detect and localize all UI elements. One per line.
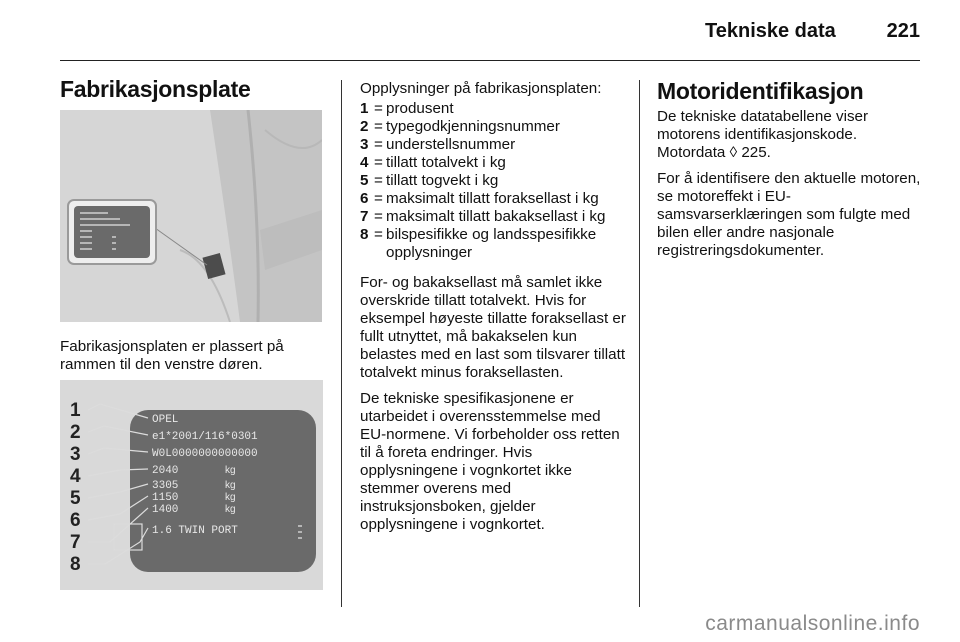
axle-load-text [360,274,626,542]
engine-id-text [657,108,921,268]
plate-line-front-axle: 1150 [152,492,179,504]
list-item: 7 = maksimalt tillatt bakaksellast i kg [360,208,606,225]
list-item: 4 = tillatt totalvekt i kg [360,154,506,171]
section-heading-motoridentifikasjon: Motoridentifikasjon [657,78,864,104]
engine-id-paragraph-2: For å identifisere den aktuelle motoren, se motoreffekt i EU-samsvarserklæringen som fulgte med bilen eller andre nasjonale registreringsdokumenter. [657,170,921,259]
plate-line-gross-weight: 2040 [152,465,179,477]
plate-number-3: 3 [70,444,81,465]
list-item: 5 = tillatt togvekt i kg [360,172,499,189]
plate-unit-3: kg [225,492,236,503]
plate-number-1: 1 [70,400,81,421]
axle-load-paragraph: For- og bakaksellast må samlet ikke overskride tillatt totalvekt. Hvis for eksempel høyeste tillatte foraksellast er fullt utnyttet, må bakakselen kun belastes med en last som tilsvarer tillatt totalvekt minus foraksellasten. [360,274,626,381]
list-item: 3 = understellsnummer [360,136,516,153]
section-heading-fabrikasjonsplate: Fabrikasjonsplate [60,76,251,102]
plate-unit-2: kg [225,480,236,491]
page-number: 221 [886,20,920,42]
plate-number-7: 7 [70,532,81,553]
plate-number-4: 4 [70,466,81,487]
specifications-paragraph: De tekniske spesifikasjonene er utarbeidet i overensstemmelse med EU-normene. Vi forbeholder oss retten til å foreta endringer. Hvis opplysningene i vognkortet ikke stemmer overens med instruksjonsboken, gjelder opplysningene i vognkortet. [360,390,620,533]
list-item: 1 = produsent [360,100,454,117]
plate-diagram [60,380,323,590]
watermark: carmanualsonline.info [705,612,920,635]
engine-id-paragraph-1: De tekniske datatabellene viser motorens identifikasjonskode. Motordata ◊ 225. [657,108,869,161]
plate-number-5: 5 [70,488,81,509]
plate-info-list [360,100,625,262]
header-title: Tekniske data [705,20,836,42]
plate-info-intro: Opplysninger på fabrikasjonsplaten: [360,80,602,97]
photo-caption: Fabrikasjonsplaten er plassert på rammen til den venstre døren. [60,338,284,373]
plate-number-2: 2 [70,422,81,443]
list-item: 2 = typegodkjenningsnummer [360,118,560,135]
plate-unit-1: kg [225,465,236,476]
plate-line-type-approval: e1*2001/116*0301 [152,431,258,443]
plate-number-6: 6 [70,510,81,531]
header-rule [60,60,920,61]
list-item: 6 = maksimalt tillatt foraksellast i kg [360,190,599,207]
plate-line-vin: W0L0000000000000 [152,448,258,460]
plate-unit-4: kg [225,504,236,515]
plate-line-manufacturer: OPEL [152,414,179,426]
plate-line-train-weight: 3305 [152,480,179,492]
column-divider-right [639,80,640,607]
plate-line-specific: 1.6 TWIN PORT [152,525,238,537]
plate-line-rear-axle: 1400 [152,504,179,516]
door-frame-photo [60,110,322,322]
column-divider-left [341,80,342,607]
plate-number-8: 8 [70,554,81,575]
list-item: 8 = bilspesifikke og landsspesifikke opplysninger [360,226,597,261]
